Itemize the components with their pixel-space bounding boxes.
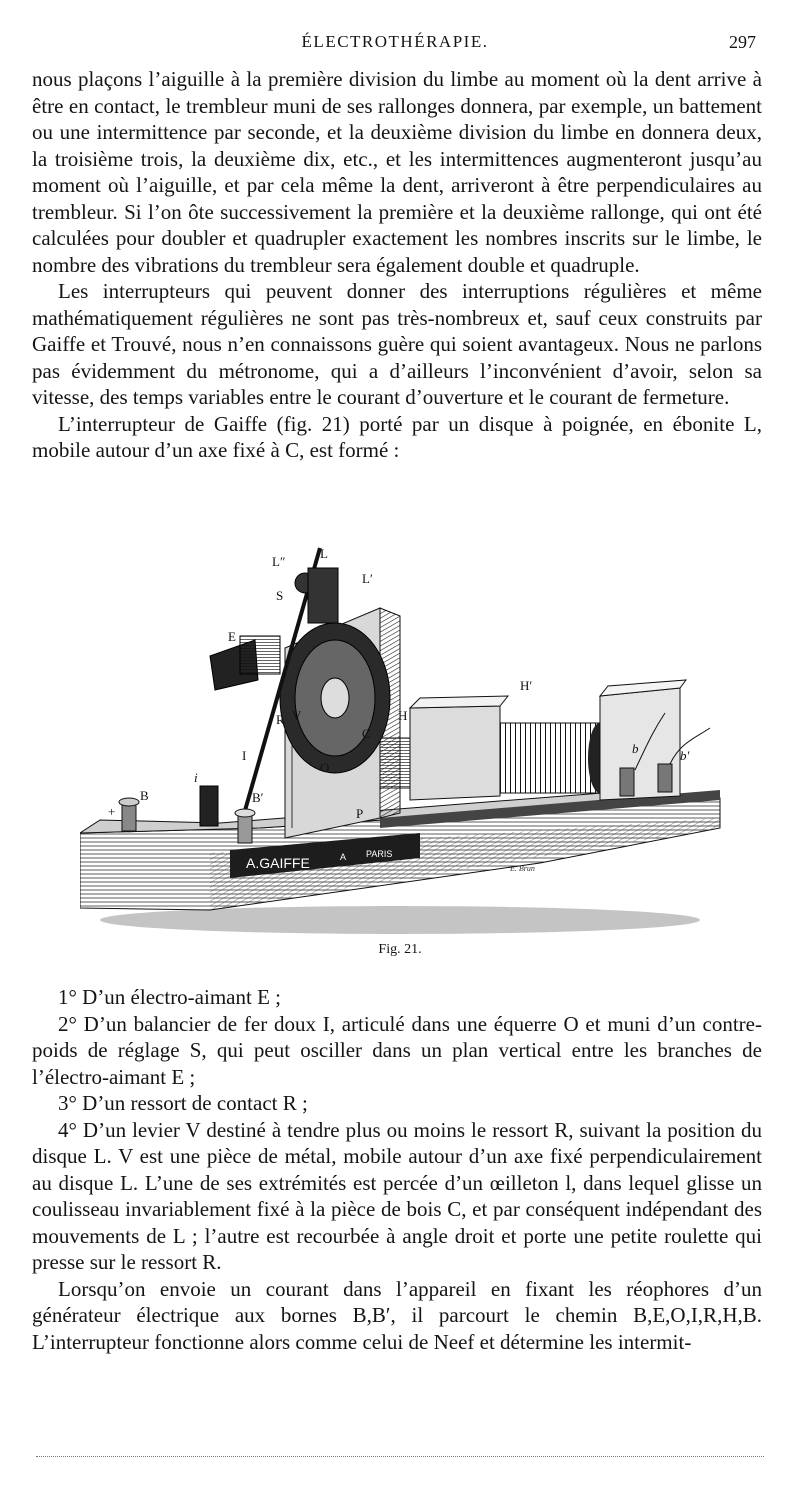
list-item: 2° D’un balancier de fer doux I, articulé dans une équerre O et muni d’un contre-poids de réglage S, qui peut osciller dans un plan vertical entre les branches de l’électro-aimant E ; (32, 1011, 762, 1089)
label-V: V (292, 708, 302, 723)
label-L: L (320, 546, 328, 561)
inscription-a: A (340, 852, 347, 862)
label-E: E (228, 629, 236, 644)
label-S: S (276, 588, 284, 603)
label-H: H (398, 708, 408, 723)
label-b: b (632, 741, 639, 756)
figure-caption: Fig. 21. (378, 942, 422, 957)
list-item: 1° D’un électro-aimant E ; (58, 985, 281, 1009)
footer-rule (36, 1456, 764, 1457)
page-number: 297 (729, 32, 756, 52)
running-title: ÉLECTROTHÉRAPIE. (301, 32, 489, 51)
label-i: i (194, 770, 198, 785)
label-plus: + (108, 804, 116, 819)
paragraph: nous plaçons l’aiguille à la première division du limbe au moment où la dent arrive à être en contact, le trembleur muni de ses rallonges donnera, par exemple, un battement ou une intermittence par seconde, et la deuxième division du limbe en donnera deux, la troisième trois, la deuxième dix, etc., et les intermittences augmenteront jusqu’au moment où l’aiguille, et par cela même la dent, arriveront à être perpendiculaires au trembleur. Si l’on ôte successivement la première et la deuxième rallonge, qui ont été calculées pour doubler et quadrupler exactement les nombres inscrits sur le limbe, le nombre des vibrations du trembleur sera également double et quadruple. (32, 67, 762, 277)
inscription-maker: A.GAIFFE (246, 855, 310, 871)
paragraph: Lorsqu’on envoie un courant dans l’appareil en fixant les réophores d’un générateur électrique aux bornes B,B′, il parcourt le chemin B,E,O,I,R,H,B. L’interrupteur fonctionne alors comme celui de Neef et détermine les intermit- (32, 1276, 762, 1354)
ebonite-disk (280, 623, 390, 773)
electromagnet (210, 636, 280, 690)
label-C: C (362, 726, 371, 741)
label-R: R (276, 712, 285, 727)
label-H1: H′ (520, 678, 533, 693)
label-P: P (356, 806, 364, 821)
label-O: O (320, 760, 330, 775)
label-L2: L″ (272, 554, 286, 569)
text-block-bottom (32, 984, 762, 1355)
inscription-city: PARIS (366, 849, 393, 859)
label-B1: B′ (252, 790, 264, 805)
paragraph: L’interrupteur de Gaiffe (fig. 21) porté par un disque à poignée, en ébonite L, mobile autour d’un axe fixé à C, est formé : (32, 411, 762, 462)
label-b1: b′ (680, 748, 690, 763)
label-I: I (242, 748, 247, 763)
figure-gaiffe-interrupter (80, 528, 730, 938)
page-header (30, 32, 760, 56)
induction-coil (380, 680, 686, 800)
label-B: B (140, 788, 149, 803)
paragraph: Les interrupteurs qui peuvent donner des interruptions régulières et même mathématiquement régulières ne sont pas très-nombreux et, sauf ceux construits par Gaiffe et Trouvé, nous n’en connaissons guère qui soient avantageux. Nous ne parlons pas évidemment du métronome, qui a d’ailleurs l’inconvénient d’avoir, selon sa vitesse, des temps variables entre le courant d’ouverture et le courant de fermeture. (32, 279, 762, 409)
list-item: 4° D’un levier V destiné à tendre plus ou moins le ressort R, suivant la position du disque L. V est une pièce de métal, mobile autour d’un axe fixé perpendiculairement au disque L. L’une de ses extrémités est percée d’un œilleton l, dans lequel glisse un coulisseau invariablement fixé à la pièce de bois C, et par conséquent indépendant des mouvements de L ; l’autre est recourbée à angle droit et porte une petite roulette qui presse sur le ressort R. (32, 1117, 762, 1274)
engraver-signature: E. Brun (510, 864, 535, 873)
label-L1: L′ (362, 571, 373, 586)
text-block-top (32, 66, 762, 464)
list-item: 3° D’un ressort de contact R ; (58, 1091, 308, 1115)
interrupter-engraving (80, 528, 730, 938)
